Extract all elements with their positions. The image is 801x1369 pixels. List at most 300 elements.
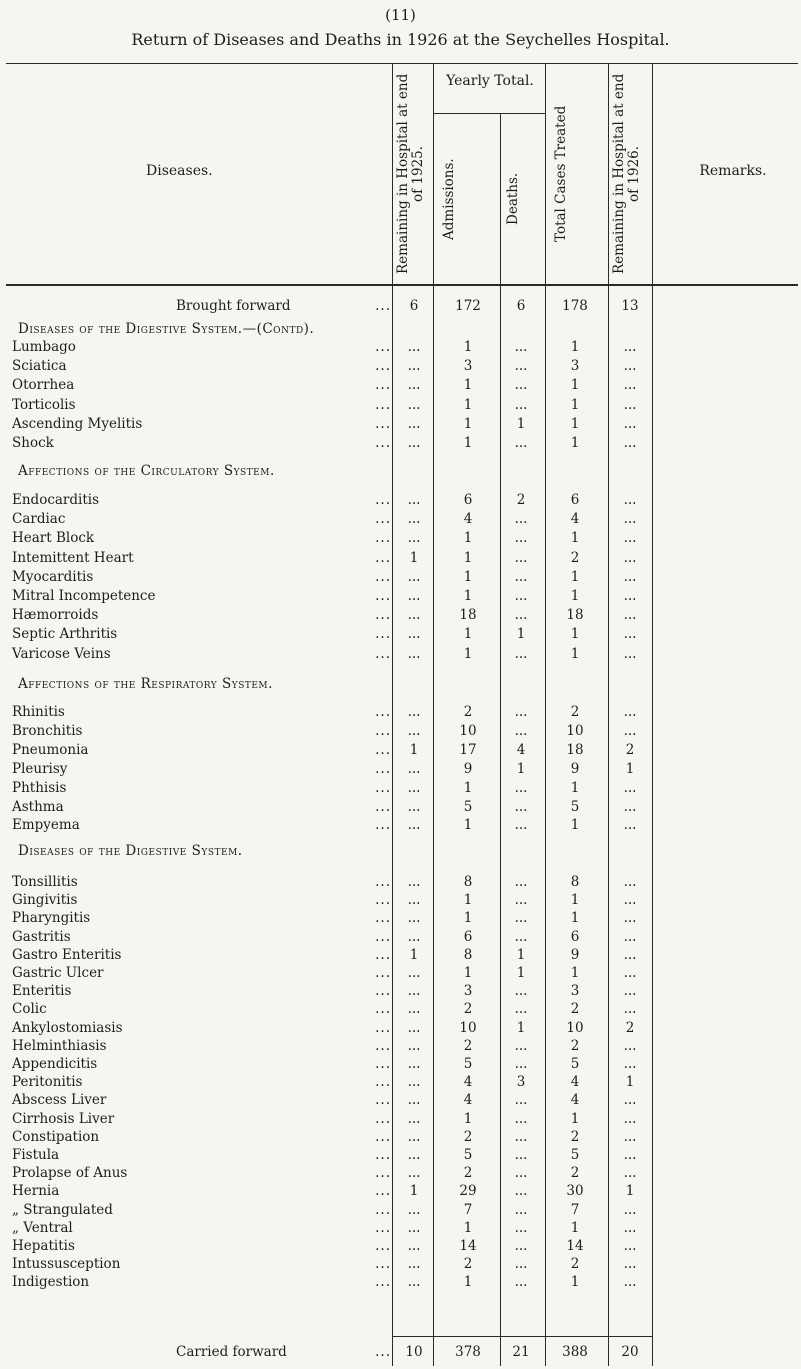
table-row (6, 982, 798, 1001)
table-row (6, 491, 798, 510)
cell-value: ... (623, 607, 637, 623)
cell-value: 9 (463, 761, 473, 777)
cell-value: 10 (566, 1020, 584, 1036)
cell-value: ... (407, 874, 421, 890)
cell-value: 6 (516, 298, 526, 314)
leader-dots: ... (375, 1165, 391, 1181)
table-row (6, 568, 798, 587)
leader-dots: ... (375, 1238, 391, 1254)
cell-value: ... (514, 929, 528, 945)
cell-value: 2 (463, 1038, 473, 1054)
cell-value: 9 (570, 947, 580, 963)
cell-value: 1 (570, 377, 580, 393)
leader-dots: ... (375, 1274, 391, 1290)
cell-value: ... (514, 1147, 528, 1163)
cell-value: ... (514, 550, 528, 566)
cell-value: ... (514, 983, 528, 999)
cell-value: 1 (463, 435, 473, 451)
disease-name: Ankylostomiasis (12, 1020, 123, 1036)
disease-name: Pharyngitis (12, 910, 91, 926)
leader-dots: ... (375, 1147, 391, 1163)
cell-value: 2 (570, 550, 580, 566)
table-row (6, 1019, 798, 1038)
cell-value: 4 (570, 511, 580, 527)
cell-value: 10 (459, 723, 477, 739)
cell-value: 1 (516, 626, 526, 642)
disease-name: Intemittent Heart (12, 550, 134, 566)
cell-value: 1 (570, 1220, 580, 1236)
cell-value: ... (407, 397, 421, 413)
cell-value: 3 (570, 983, 580, 999)
leader-dots: ... (375, 1183, 391, 1199)
cell-value: ... (623, 892, 637, 908)
table-row (6, 703, 798, 722)
table-row (6, 529, 798, 548)
total-rule (392, 1336, 652, 1337)
cell-value: ... (407, 910, 421, 926)
table-row (6, 396, 798, 415)
table-row (6, 891, 798, 910)
cell-value: 2 (570, 1165, 580, 1181)
cell-value: ... (623, 1220, 637, 1236)
cell-value: ... (407, 416, 421, 432)
cell-value: ... (514, 874, 528, 890)
cell-value: ... (623, 1256, 637, 1272)
table-row (6, 1146, 798, 1165)
yearly-total-rule (433, 113, 545, 114)
cell-value: 6 (409, 298, 419, 314)
disease-name: Gastro Enteritis (12, 947, 122, 963)
cell-value: 1 (570, 435, 580, 451)
table-row (6, 816, 798, 835)
cell-value: 2 (516, 492, 526, 508)
leader-dots: ... (375, 1074, 391, 1090)
disease-name: Intussusception (12, 1256, 121, 1272)
cell-value: ... (407, 1165, 421, 1181)
table-row (6, 1000, 798, 1019)
cell-value: ... (623, 947, 637, 963)
disease-name: Septic Arthritis (12, 626, 118, 642)
cell-value: ... (407, 761, 421, 777)
cell-value: ... (623, 626, 637, 642)
cell-value: 4 (570, 1092, 580, 1108)
cell-value: ... (514, 511, 528, 527)
cell-value: ... (623, 780, 637, 796)
disease-name: Pneumonia (12, 742, 89, 758)
cell-value: ... (514, 607, 528, 623)
cell-value: 10 (566, 723, 584, 739)
cell-value: ... (623, 1038, 637, 1054)
cell-value: 1 (463, 588, 473, 604)
leader-dots: ... (375, 723, 391, 739)
leader-dots: ... (375, 929, 391, 945)
disease-name: „ Strangulated (12, 1202, 113, 1218)
cell-value: 1 (625, 761, 635, 777)
cell-value: 13 (621, 298, 639, 314)
cell-value: ... (514, 569, 528, 585)
cell-value: ... (623, 511, 637, 527)
cell-value: ... (623, 1238, 637, 1254)
cell-value: ... (514, 377, 528, 393)
cell-value: 1 (570, 569, 580, 585)
leader-dots: ... (375, 1056, 391, 1072)
leader-dots: ... (375, 550, 391, 566)
disease-name: „ Ventral (12, 1220, 73, 1236)
cell-value: ... (407, 1220, 421, 1236)
disease-name: Mitral Incompetence (12, 588, 156, 604)
leader-dots: ... (375, 780, 391, 796)
cell-value: 1 (570, 1111, 580, 1127)
cell-value: 2 (570, 1001, 580, 1017)
table-row (6, 338, 798, 357)
table-row (6, 1037, 798, 1056)
cell-value: 1 (463, 892, 473, 908)
disease-name: Prolapse of Anus (12, 1165, 128, 1181)
cell-value: 10 (405, 1344, 423, 1360)
leader-dots: ... (375, 626, 391, 642)
section-title: Diseases of the Digestive System. (18, 843, 243, 859)
disease-name: Appendicitis (12, 1056, 98, 1072)
cell-value: ... (514, 1038, 528, 1054)
cell-value: ... (407, 1092, 421, 1108)
cell-value: ... (623, 1147, 637, 1163)
cell-value: 30 (566, 1183, 584, 1199)
leader-dots: ... (375, 435, 391, 451)
cell-value: 2 (463, 1129, 473, 1145)
leader-dots: ... (375, 817, 391, 833)
cell-value: ... (407, 1111, 421, 1127)
disease-name: Gingivitis (12, 892, 78, 908)
cell-value: ... (407, 704, 421, 720)
cell-value: 1 (409, 947, 419, 963)
cell-value: ... (623, 569, 637, 585)
cell-value: ... (407, 1020, 421, 1036)
cell-value: 18 (566, 742, 584, 758)
cell-value: ... (623, 339, 637, 355)
leader-dots: ... (375, 339, 391, 355)
cell-value: ... (514, 1220, 528, 1236)
cell-value: ... (407, 1238, 421, 1254)
cell-value: ... (514, 892, 528, 908)
cell-value: 1 (463, 965, 473, 981)
disease-name: Otorrhea (12, 377, 75, 393)
cell-value: ... (623, 646, 637, 662)
cell-value: ... (407, 1074, 421, 1090)
header-remaining-start: Remaining in Hospital at end of 1925. (395, 73, 426, 275)
cell-value: ... (623, 588, 637, 604)
cell-value: ... (407, 965, 421, 981)
cell-value: ... (514, 799, 528, 815)
disease-name: Constipation (12, 1129, 100, 1145)
cell-value: ... (623, 530, 637, 546)
leader-dots: ... (375, 983, 391, 999)
leader-dots: ... (375, 646, 391, 662)
section-heading (6, 675, 798, 694)
table-row (6, 1273, 798, 1292)
leader-dots: ... (375, 397, 391, 413)
cell-value: 5 (570, 1147, 580, 1163)
cell-value: 2 (463, 1256, 473, 1272)
cell-value: 1 (570, 1274, 580, 1290)
cell-value: ... (623, 416, 637, 432)
disease-name: Colic (12, 1001, 47, 1017)
leader-dots: ... (375, 1092, 391, 1108)
cell-value: ... (514, 1001, 528, 1017)
cell-value: 18 (566, 607, 584, 623)
cell-value: 1 (570, 780, 580, 796)
disease-name: Cirrhosis Liver (12, 1111, 115, 1127)
cell-value: 378 (455, 1344, 481, 1360)
cell-value: ... (623, 397, 637, 413)
cell-value: 1 (463, 377, 473, 393)
disease-return-table (6, 63, 798, 1366)
cell-value: 3 (463, 983, 473, 999)
leader-dots: ... (375, 1202, 391, 1218)
cell-value: 2 (570, 704, 580, 720)
table-row (6, 1128, 798, 1147)
table-row (6, 1255, 798, 1274)
cell-value: ... (514, 358, 528, 374)
cell-value: ... (407, 339, 421, 355)
cell-value: 1 (570, 965, 580, 981)
cell-value: 1 (570, 626, 580, 642)
cell-value: ... (623, 1111, 637, 1127)
cell-value: ... (623, 910, 637, 926)
table-row (6, 549, 798, 568)
disease-name: Bronchitis (12, 723, 83, 739)
cell-value: 2 (570, 1129, 580, 1145)
header-yearly-total: Yearly Total. (446, 73, 534, 89)
cell-value: 1 (570, 530, 580, 546)
cell-value: 3 (516, 1074, 526, 1090)
cell-value: 4 (463, 1074, 473, 1090)
cell-value: ... (407, 780, 421, 796)
table-row (6, 1201, 798, 1220)
cell-value: 1 (463, 626, 473, 642)
cell-value: 10 (459, 1020, 477, 1036)
leader-dots: ... (375, 358, 391, 374)
table-row (6, 722, 798, 741)
disease-name: Cardiac (12, 511, 66, 527)
cell-value: ... (407, 377, 421, 393)
cell-value: ... (623, 377, 637, 393)
cell-value: ... (514, 1092, 528, 1108)
cell-value: 1 (463, 910, 473, 926)
table-row (6, 1091, 798, 1110)
cell-value: ... (623, 965, 637, 981)
cell-value: 172 (455, 298, 481, 314)
cell-value: 1 (463, 780, 473, 796)
cell-value: 1 (463, 397, 473, 413)
leader-dots: ... (375, 298, 391, 314)
cell-value: ... (407, 1129, 421, 1145)
table-row (6, 1055, 798, 1074)
cell-value: ... (514, 646, 528, 662)
cell-value: ... (407, 723, 421, 739)
cell-value: ... (514, 1274, 528, 1290)
section-title: Affections of the Circulatory System. (18, 463, 275, 479)
leader-dots: ... (375, 761, 391, 777)
cell-value: 1 (463, 646, 473, 662)
leader-dots: ... (375, 799, 391, 815)
leader-dots: ... (375, 416, 391, 432)
table-row (6, 645, 798, 664)
cell-value: ... (514, 588, 528, 604)
cell-value: ... (407, 626, 421, 642)
section-heading (6, 320, 798, 339)
cell-value: 1 (570, 817, 580, 833)
cell-value: ... (514, 435, 528, 451)
cell-value: ... (514, 1183, 528, 1199)
cell-value: 1 (463, 530, 473, 546)
disease-name: Hæmorroids (12, 607, 99, 623)
cell-value: 18 (459, 607, 477, 623)
cell-value: 1 (625, 1183, 635, 1199)
leader-dots: ... (375, 607, 391, 623)
disease-name: Abscess Liver (12, 1092, 107, 1108)
header-remaining-end: Remaining in Hospital at end of 1926. (611, 73, 642, 275)
cell-value: 8 (570, 874, 580, 890)
cell-value: 1 (409, 1183, 419, 1199)
cell-value: 4 (463, 511, 473, 527)
table-row (6, 587, 798, 606)
table-row (6, 510, 798, 529)
leader-dots: ... (375, 530, 391, 546)
leader-dots: ... (375, 377, 391, 393)
leader-dots: ... (375, 1129, 391, 1145)
leader-dots: ... (375, 1038, 391, 1054)
cell-value: 21 (512, 1344, 530, 1360)
cell-value: 3 (463, 358, 473, 374)
table-row (6, 1110, 798, 1129)
header-deaths: Deaths. (505, 172, 521, 226)
cell-value: 1 (516, 416, 526, 432)
cell-value: ... (407, 1001, 421, 1017)
cell-value: 388 (562, 1344, 588, 1360)
leader-dots: ... (375, 910, 391, 926)
cell-value: ... (623, 1274, 637, 1290)
cell-value: ... (514, 1256, 528, 1272)
cell-value: 20 (621, 1344, 639, 1360)
disease-name: Indigestion (12, 1274, 90, 1290)
disease-name: Enteritis (12, 983, 72, 999)
cell-value: 3 (570, 358, 580, 374)
leader-dots: ... (375, 588, 391, 604)
cell-value: 1 (463, 1111, 473, 1127)
cell-value: 17 (459, 742, 477, 758)
cell-value: 4 (463, 1092, 473, 1108)
cell-value: ... (623, 435, 637, 451)
brought-forward-row (6, 297, 798, 316)
disease-name: Rhinitis (12, 704, 65, 720)
cell-value: ... (407, 358, 421, 374)
disease-name: Endocarditis (12, 492, 100, 508)
cell-value: 1 (463, 550, 473, 566)
cell-value: 1 (463, 1220, 473, 1236)
cell-value: ... (407, 1274, 421, 1290)
table-row (6, 964, 798, 983)
cell-value: ... (623, 1202, 637, 1218)
cell-value: ... (407, 511, 421, 527)
carried-forward-row (6, 1343, 798, 1362)
cell-value: 6 (570, 492, 580, 508)
cell-value: ... (514, 1129, 528, 1145)
cell-value: 178 (562, 298, 588, 314)
cell-value: 1 (516, 761, 526, 777)
cell-value: ... (623, 817, 637, 833)
cell-value: 1 (570, 416, 580, 432)
table-row (6, 928, 798, 947)
cell-value: ... (407, 1202, 421, 1218)
leader-dots: ... (375, 892, 391, 908)
section-title: Diseases of the Digestive System.—(Contd). (18, 321, 315, 337)
cell-value: 1 (463, 817, 473, 833)
table-row (6, 760, 798, 779)
cell-value: ... (514, 397, 528, 413)
cell-value: ... (623, 799, 637, 815)
cell-value: ... (514, 910, 528, 926)
cell-value: 1 (570, 910, 580, 926)
cell-value: 2 (463, 1001, 473, 1017)
table-top-rule (6, 63, 798, 64)
cell-value: 2 (625, 1020, 635, 1036)
section-heading (6, 842, 798, 861)
cell-value: 1 (570, 646, 580, 662)
leader-dots: ... (375, 1256, 391, 1272)
disease-name: Pleurisy (12, 761, 68, 777)
cell-value: 6 (463, 492, 473, 508)
cell-value: ... (407, 1147, 421, 1163)
cell-value: ... (514, 1202, 528, 1218)
disease-name: Sciatica (12, 358, 67, 374)
disease-name: Asthma (12, 799, 64, 815)
cell-value: 8 (463, 874, 473, 890)
cell-value: 1 (463, 416, 473, 432)
disease-name: Phthisis (12, 780, 67, 796)
cell-value: ... (514, 780, 528, 796)
table-row (6, 1164, 798, 1183)
disease-name: Ascending Myelitis (12, 416, 143, 432)
cell-value: ... (623, 1165, 637, 1181)
cell-value: 5 (570, 1056, 580, 1072)
cell-value: ... (407, 983, 421, 999)
table-row (6, 1237, 798, 1256)
cell-value: ... (407, 817, 421, 833)
cell-value: 1 (570, 339, 580, 355)
table-row (6, 873, 798, 892)
disease-name: Hernia (12, 1183, 60, 1199)
disease-name: Fistula (12, 1147, 60, 1163)
cell-value: 14 (566, 1238, 584, 1254)
cell-value: 1 (625, 1074, 635, 1090)
header-total-treated: Total Cases Treated (553, 105, 569, 243)
table-row (6, 434, 798, 453)
cell-value: ... (407, 929, 421, 945)
page-number: (11) (385, 6, 416, 24)
leader-dots: ... (375, 1111, 391, 1127)
leader-dots: ... (375, 569, 391, 585)
leader-dots: ... (375, 704, 391, 720)
cell-value: ... (514, 1165, 528, 1181)
cell-value: ... (623, 1001, 637, 1017)
cell-value: 1 (409, 550, 419, 566)
cell-value: ... (623, 929, 637, 945)
disease-name: Brought forward (176, 298, 291, 314)
cell-value: ... (407, 646, 421, 662)
cell-value: ... (407, 588, 421, 604)
cell-value: 7 (570, 1202, 580, 1218)
disease-name: Carried forward (176, 1344, 287, 1360)
